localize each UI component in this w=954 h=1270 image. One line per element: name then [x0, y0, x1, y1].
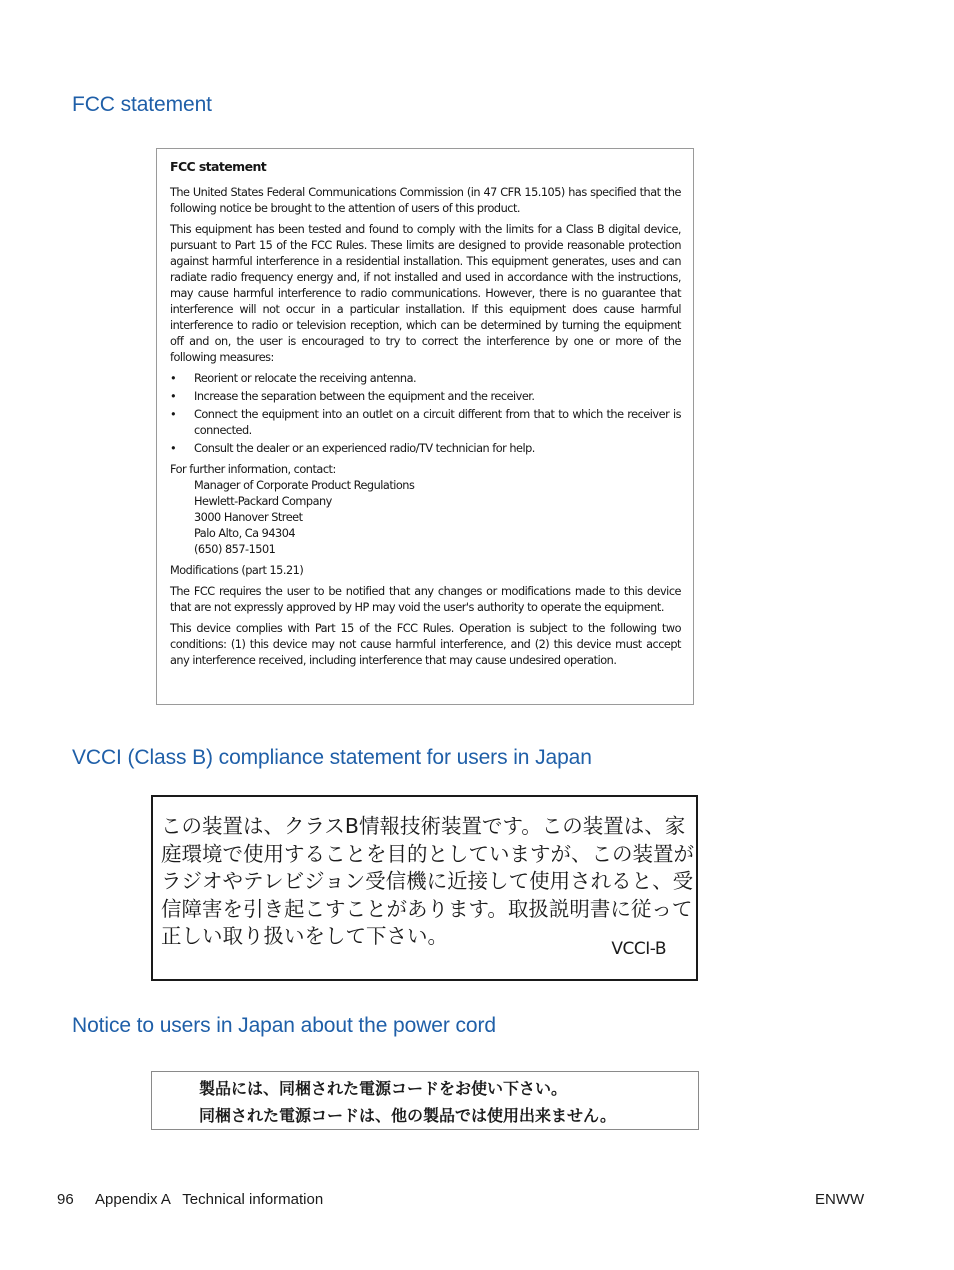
footer-section-title: Appendix A Technical information	[95, 1191, 324, 1208]
fcc-modifications-title: Modifications (part 15.21)	[170, 564, 304, 577]
bullet: •	[170, 372, 177, 385]
fcc-contact-intro: For further information, contact:	[170, 463, 336, 476]
vcci-text-line: 信障害を引き起こすことがあります。取扱説明書に従って	[161, 896, 693, 921]
page-number: 96	[57, 1191, 74, 1208]
vcci-class-tag: VCCI-B	[611, 938, 666, 959]
section-heading-vcci: VCCI (Class B) compliance statement for users in Japan	[72, 746, 592, 769]
section-heading-power-cord: Notice to users in Japan about the power cord	[72, 1014, 496, 1037]
section-heading-fcc: FCC statement	[72, 93, 212, 116]
vcci-text-line: 正しい取り扱いをして下さい。	[161, 924, 448, 948]
fcc-intro-paragraph: The United States Federal Communications Commission (in 47 CFR 15.105) has specified that the following notice be brought to the attention of users of this product.	[170, 186, 681, 215]
bullet: •	[170, 442, 177, 455]
fcc-modifications-paragraph: The FCC requires the user to be notified that any changes or modifications made to this device that are not expressly approved by HP may void the user's authority to operate the equipment.	[170, 585, 681, 614]
measure-text: Connect the equipment into an outlet on a circuit different from that to which the receiver is connected.	[194, 408, 681, 437]
fcc-statement-box	[156, 148, 694, 705]
address-line: (650) 857-1501	[194, 543, 276, 556]
power-cord-text-line: 製品には、同梱された電源コードをお使い下さい。	[199, 1079, 568, 1098]
list-item	[170, 441, 681, 457]
address-line: Palo Alto, Ca 94304	[194, 527, 296, 540]
list-item	[170, 371, 681, 387]
fcc-compliance-paragraph: This device complies with Part 15 of the FCC Rules. Operation is subject to the following two conditions: (1) this device may not cause harmful interference, and (2) this device must accept any interference received, including interference that may cause undesired operation.	[170, 622, 681, 667]
address-line: 3000 Hanover Street	[194, 511, 303, 524]
vcci-statement-box	[151, 795, 698, 981]
list-item	[170, 389, 681, 405]
measure-text: Reorient or relocate the receiving antenna.	[194, 372, 417, 385]
bullet: •	[170, 408, 177, 421]
vcci-text-line: この装置は、クラスB情報技術装置です。この装置は、家	[161, 814, 686, 838]
measure-text: Consult the dealer or an experienced radio/TV technician for help.	[194, 442, 535, 455]
address-line: Manager of Corporate Product Regulations	[194, 479, 415, 492]
bullet: •	[170, 390, 177, 403]
vcci-text-line: ラジオやテレビジョン受信機に近接して使用されると、受	[161, 869, 694, 893]
power-cord-text-line: 同梱された電源コードは、他の製品では使用出来ません。	[199, 1106, 616, 1125]
fcc-measures-list	[170, 371, 681, 457]
fcc-contact-address	[170, 478, 681, 558]
address-line: Hewlett-Packard Company	[194, 495, 332, 508]
vcci-text-line: 庭環境で使用することを目的としていますが、この装置が	[161, 841, 694, 866]
fcc-box-title: FCC statement	[170, 159, 267, 174]
list-item	[170, 407, 681, 439]
measure-text: Increase the separation between the equipment and the receiver.	[194, 390, 535, 403]
fcc-body-paragraph: This equipment has been tested and found to comply with the limits for a Class B digital device, pursuant to Part 15 of the FCC Rules. These limits are designed to provide reasonable protection against harmful interference in a residential installation. This equipment generates, uses and can radiate radio frequency energy and, if not installed and used in accordance with the instructions, may cause harmful interference to radio communications. However, there is no guarantee that interference will not occur in a particular installation. If this equipment does cause harmful interference to radio or television reception, which can be determined by turning the equipment off and on, the user is encouraged to try to correct the interference by one or more of the following measures:	[170, 223, 681, 364]
power-cord-notice-box	[151, 1071, 699, 1130]
footer-doc-code: ENWW	[815, 1191, 865, 1208]
